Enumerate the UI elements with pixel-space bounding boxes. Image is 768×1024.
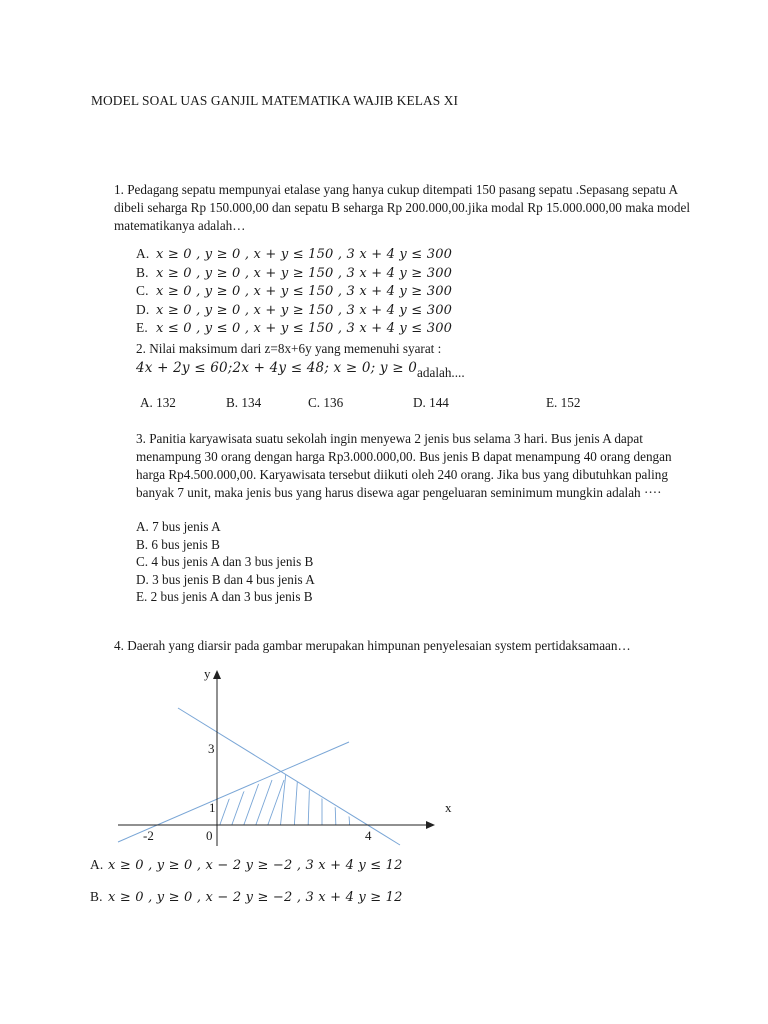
question-4-text: 4. Daerah yang diarsir pada gambar merupakan himpunan penyelesaian system pertidaksamaan… [114,638,631,653]
question-2-text: 2. Nilai maksimum dari z=8x+6y yang memenuhi syarat : [136,341,442,356]
q2-choice-a[interactable]: A. 132 [140,395,176,410]
question-2-constraint: 4x + 2y ≤ 60;2x + 4y ≤ 48; x ≥ 0; y ≥ 0 [136,360,418,376]
q2-choice-d[interactable]: D. 144 [413,395,449,410]
question-2-suffix: adalah.... [417,365,465,380]
y-axis-arrow-icon [213,670,221,679]
question-1-text: 1. Pedagang sepatu mempunyai etalase yang hanya cukup ditempati 150 pasang sepatu .Sepasang sepatu A dibeli seharga Rp 150.000,00 dan sepatu B seharga Rp 200.000,00.jika modal Rp 15.000.000,00 maka model matematikanya adalah… [114,182,691,233]
tick-label-y-3: 3 [208,741,215,756]
q2-choice-c[interactable]: C. 136 [308,395,344,410]
q1-option-c[interactable]: C. x ≥ 0 , y ≥ 0 , x + y ≤ 150 , 3 x + 4 y ≥ 300 [136,283,453,299]
q3-option-e[interactable]: E. 2 bus jenis A dan 3 bus jenis B [136,589,313,604]
q1-option-a[interactable]: A. x ≥ 0 , y ≥ 0 , x + y ≤ 150 , 3 x + 4 y ≤ 300 [136,246,453,262]
question-4-options [90,856,403,906]
line-3x-plus-4y [178,708,400,845]
q2-choice-e[interactable]: E. 152 [546,395,581,410]
q2-choice-b[interactable]: B. 134 [226,395,262,410]
q4-option-b[interactable]: B. x ≥ 0 , y ≥ 0 , x − 2 y ≥ −2 , 3 x + 4 y ≥ 12 [90,889,403,905]
tick-label-x-4: 4 [365,828,372,843]
page-title: MODEL SOAL UAS GANJIL MATEMATIKA WAJIB KELAS XI [91,93,459,108]
q1-option-e[interactable]: E. x ≤ 0 , y ≤ 0 , x + y ≤ 150 , 3 x + 4 y ≤ 300 [136,320,453,336]
tick-label-origin: 0 [206,828,213,843]
q4-option-a[interactable]: A. x ≥ 0 , y ≥ 0 , x − 2 y ≥ −2 , 3 x + 4 y ≤ 12 [90,857,403,873]
q1-option-b[interactable]: B. x ≥ 0 , y ≥ 0 , x + y ≥ 150 , 3 x + 4 y ≥ 300 [136,264,453,281]
q3-option-b[interactable]: B. 6 bus jenis B [136,536,220,552]
tick-label-y-1: 1 [209,800,216,815]
q1-option-d[interactable]: D. x ≥ 0 , y ≥ 0 , x + y ≥ 150 , 3 x + 4 y ≤ 300 [136,301,453,318]
y-axis-label: y [204,666,211,681]
q3-option-c[interactable]: C. 4 bus jenis A dan 3 bus jenis B [136,554,314,569]
question-3-text: 3. Panitia karyawisata suatu sekolah ingin menyewa 2 jenis bus selama 3 hari. Bus jenis A dapat menampung 30 orang dengan harga Rp3.000.000,00. Bus jenis B dapat menampung 40 orang dengan harga Rp4.500.000,00. Karyawisata tersebut diikuti oleh 240 orang. Jika bus yang dibutuhkan paling banyak 7 unit, maka jenis bus yang harus disewa agar pengeluaran seminimum mungkin adalah ···· [136,431,672,500]
tick-label-x-neg2: -2 [143,828,154,843]
x-axis-label: x [445,800,452,815]
q3-option-d[interactable]: D. 3 bus jenis B dan 4 bus jenis A [136,571,315,587]
shaded-region [218,772,350,830]
q3-option-a[interactable]: A. 7 bus jenis A [136,519,221,534]
x-axis-arrow-icon [426,821,435,829]
